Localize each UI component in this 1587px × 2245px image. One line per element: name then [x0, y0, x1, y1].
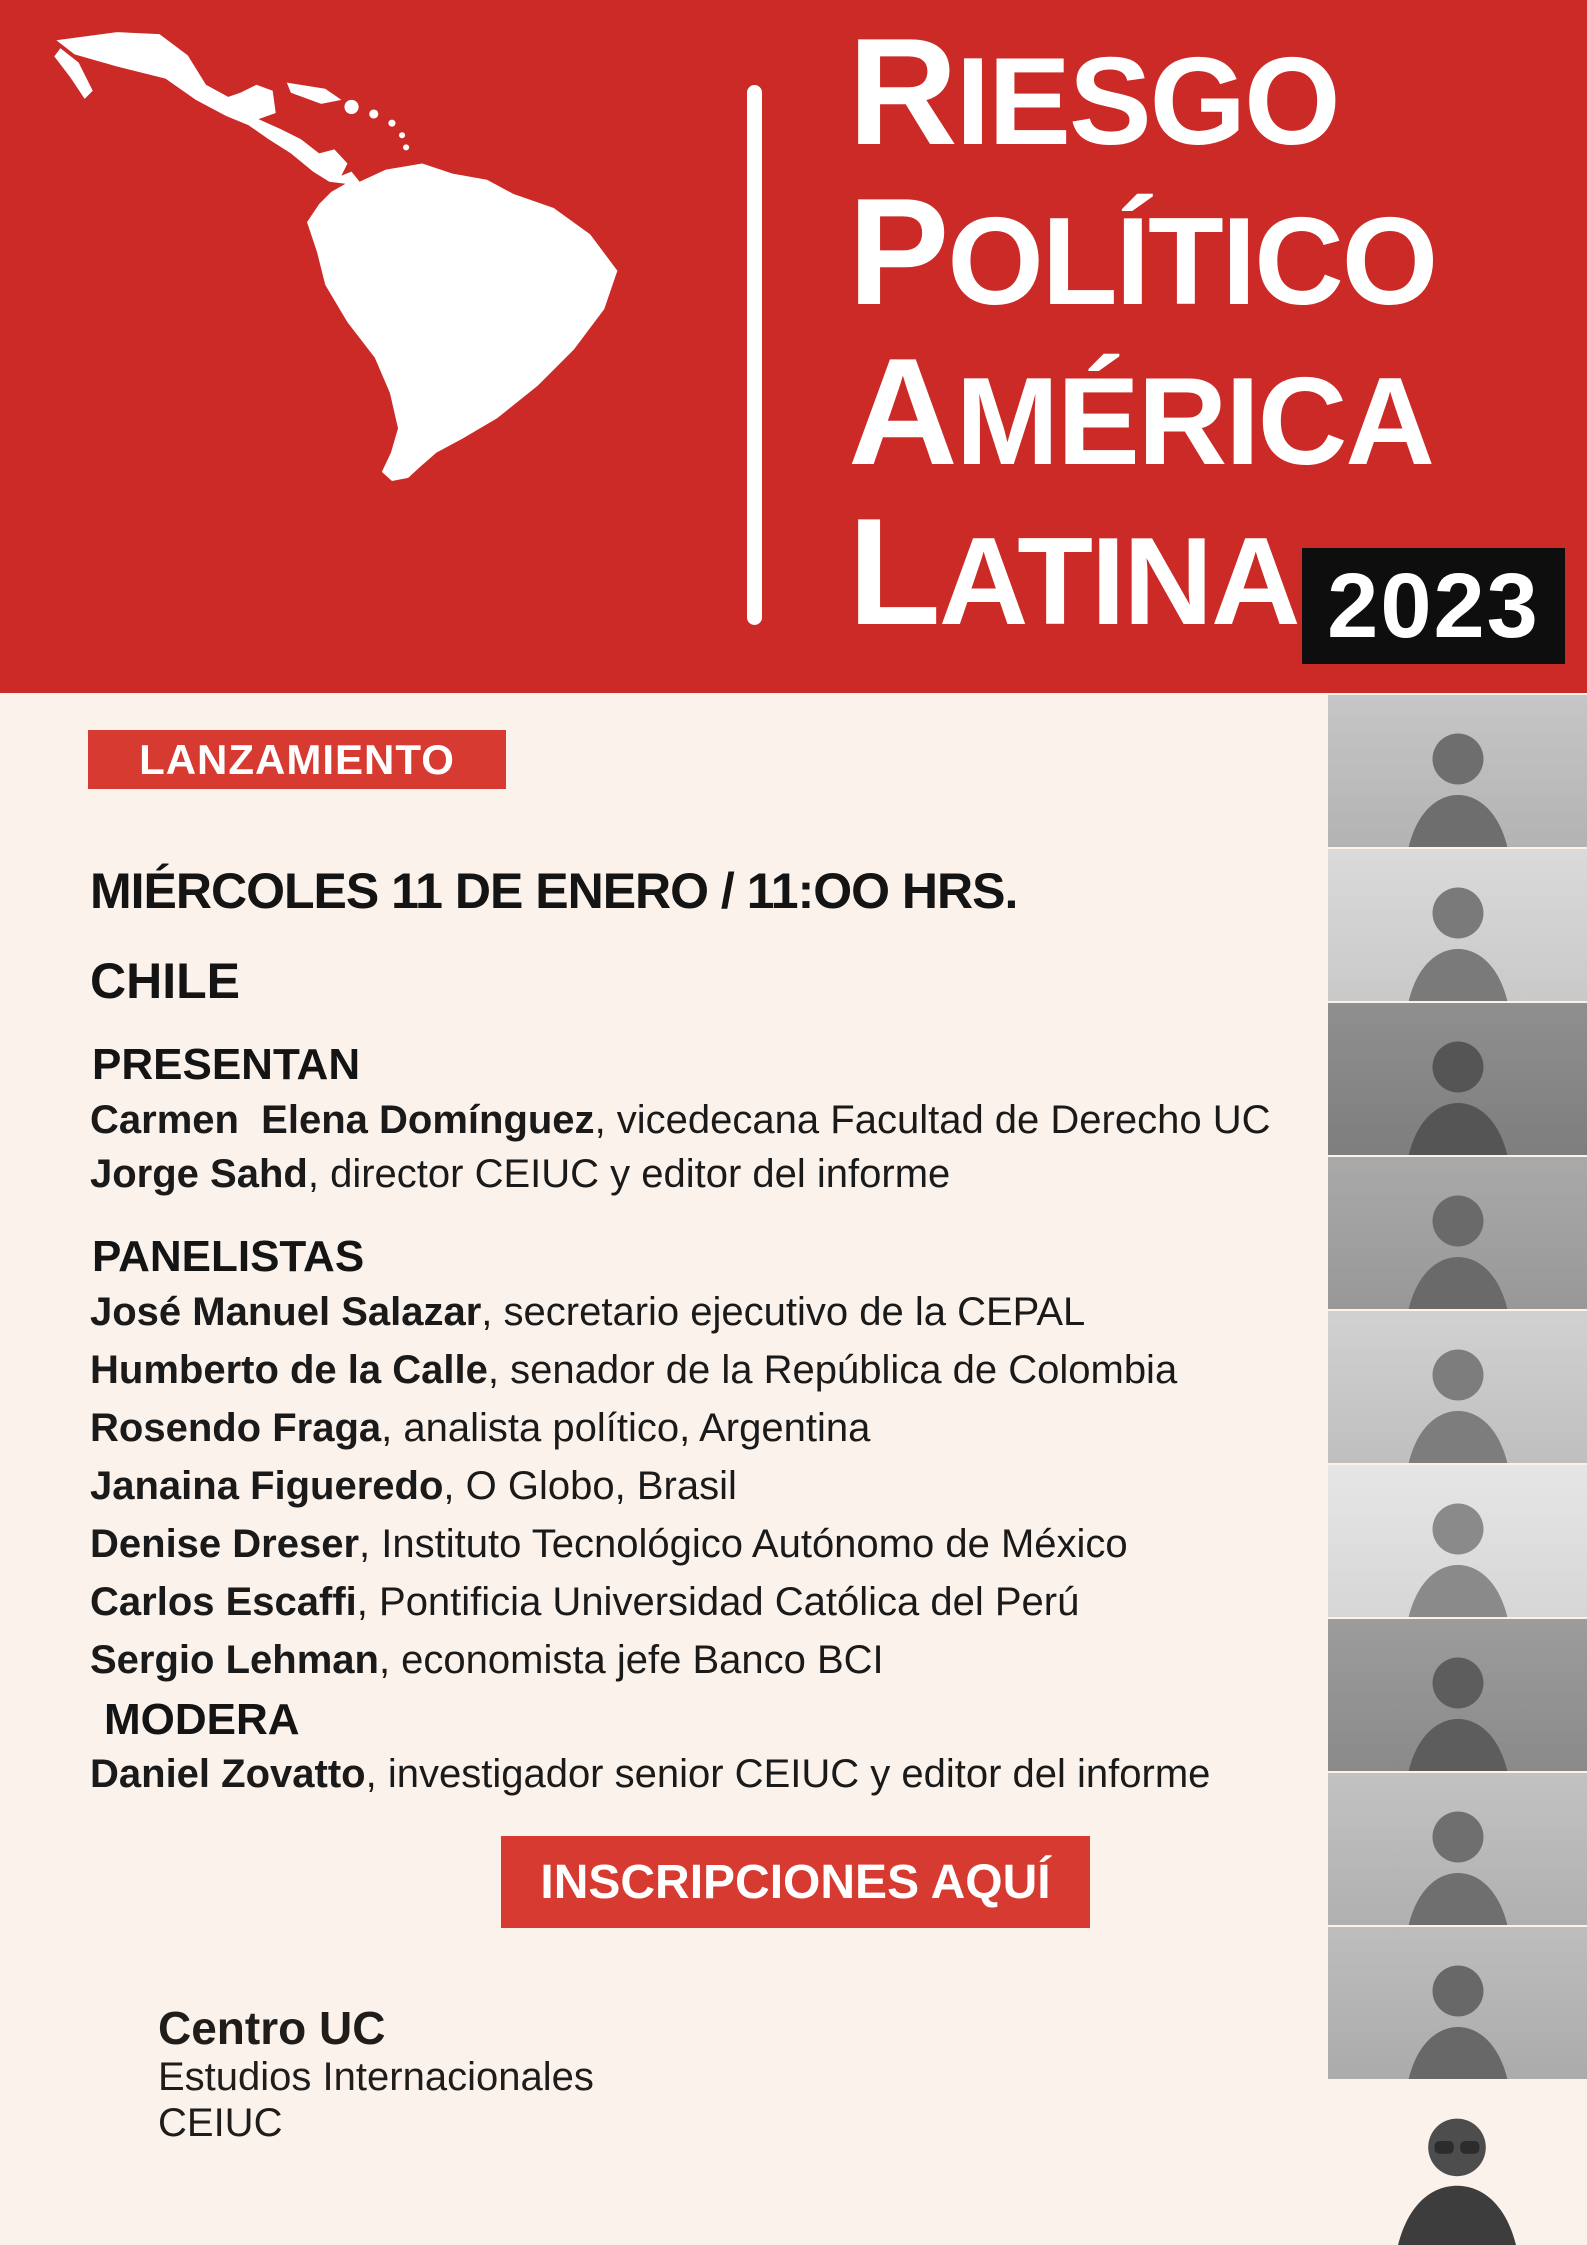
- panelist-row: Janaina Figueredo, O Globo, Brasil: [90, 1464, 737, 1508]
- logo-line-2: Estudios Internacionales: [158, 2055, 594, 2099]
- lanzamiento-label: LANZAMIENTO: [88, 730, 506, 789]
- panelist-row: José Manuel Salazar, secretario ejecutivo de la CEPAL: [90, 1290, 1086, 1334]
- event-datetime: MIÉRCOLES 11 DE ENERO / 11:OO HRS.: [90, 863, 1018, 919]
- centro-uc-logo: [158, 2002, 594, 2146]
- presenter-row: Carmen Elena Domínguez, vicedecana Facultad de Derecho UC: [90, 1098, 1271, 1142]
- portrait-photo: [1328, 1003, 1587, 1155]
- presenter-row: Jorge Sahd, director CEIUC y editor del informe: [90, 1152, 951, 1196]
- portrait-photo: [1328, 1619, 1587, 1771]
- logo-line-3: CEIUC: [158, 2101, 283, 2145]
- panelist-row: Denise Dreser, Instituto Tecnológico Autónomo de México: [90, 1522, 1128, 1566]
- panelistas-heading: PANELISTAS: [92, 1232, 365, 1281]
- panelist-row: Humberto de la Calle, senador de la República de Colombia: [90, 1348, 1178, 1392]
- event-location: CHILE: [90, 953, 240, 1009]
- title-line-4: LATINA: [848, 487, 1299, 657]
- portrait-photo: [1328, 849, 1587, 1001]
- portrait-photo: [1328, 1465, 1587, 1617]
- modera-heading: MODERA: [104, 1695, 300, 1744]
- portrait-photo: [1328, 695, 1587, 847]
- vertical-divider: [747, 85, 762, 625]
- panelist-row: Carlos Escaffi, Pontificia Universidad Católica del Perú: [90, 1580, 1080, 1624]
- presentan-heading: PRESENTAN: [92, 1040, 361, 1089]
- title-line-1: RIESGO: [848, 7, 1339, 177]
- portrait-photo: [1328, 1157, 1587, 1309]
- portrait-photo: [1328, 1927, 1587, 2079]
- year-badge: 2023: [1302, 548, 1565, 664]
- header-banner: [0, 0, 1587, 693]
- latin-america-map-icon: [22, 20, 677, 485]
- portrait-photo-cutout: [1370, 2088, 1543, 2245]
- panelist-row: Sergio Lehman, economista jefe Banco BCI: [90, 1638, 884, 1682]
- title-line-2: POLÍTICO: [848, 167, 1437, 337]
- portrait-photo: [1328, 1311, 1587, 1463]
- inscriptions-button[interactable]: INSCRIPCIONES AQUÍ: [501, 1836, 1090, 1928]
- portrait-photo: [1328, 1773, 1587, 1925]
- panelist-row: Rosendo Fraga, analista político, Argentina: [90, 1406, 871, 1450]
- logo-line-1: Centro UC: [158, 2002, 386, 2054]
- moderator-row: Daniel Zovatto, investigador senior CEIUC y editor del informe: [90, 1752, 1211, 1796]
- title-line-3: AMÉRICA: [848, 327, 1433, 497]
